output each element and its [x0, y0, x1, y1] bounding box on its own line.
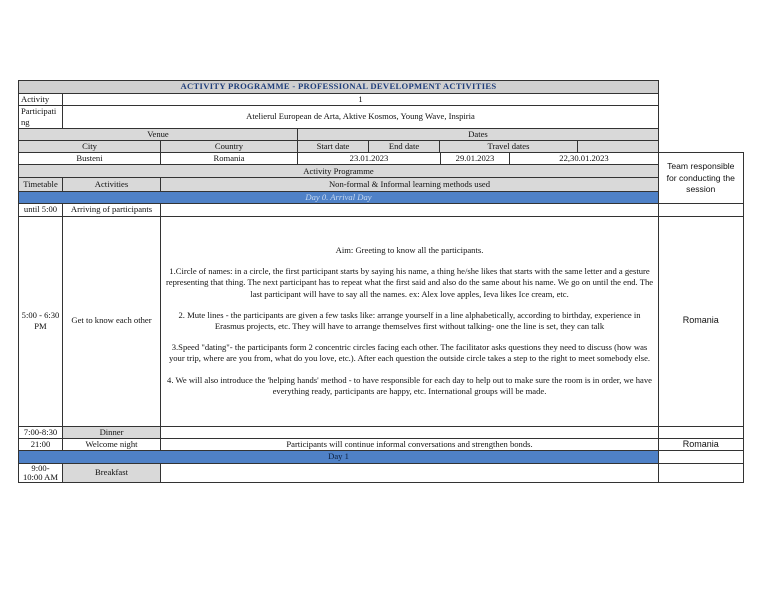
row-getknow-team: Romania — [659, 216, 744, 426]
programme-table — [18, 80, 744, 483]
end-date-value: 29.01.2023 — [440, 153, 509, 164]
row-getknow-activity: Get to know each other — [63, 216, 161, 426]
method-mute-lines: 2. Mute lines - the participants are given a few tasks like: arrange yourself in a line alphabetically, according to birthday, experience in Erasmus projects, etc. They will have to arrange themselves first without talking- one the line is set, they can talk — [178, 309, 641, 331]
end-date-header: End date — [368, 141, 439, 152]
dates-header: Dates — [298, 128, 659, 140]
row-breakfast-methods — [161, 463, 659, 483]
row-dinner-methods — [161, 426, 659, 438]
travel-dates-header: Travel dates — [439, 141, 577, 152]
day1-team-cell — [659, 451, 744, 463]
start-date-header: Start date — [316, 140, 350, 151]
timetable-header: Timetable — [19, 178, 63, 192]
row-getknow-time: 5:00 - 6:30 PM — [19, 216, 63, 426]
travel-dates-value: 22,30.01.2023 — [509, 153, 658, 164]
participants-label: Participating — [19, 106, 63, 128]
row-arrival-activity: Arriving of participants — [63, 204, 161, 216]
methods-header: Non-formal & Informal learning methods used — [161, 178, 659, 192]
activity-programme-sheet — [18, 80, 744, 483]
participants-value: Atelierul European de Arta, Aktive Kosmos, Young Wave, Inspiria — [63, 106, 659, 128]
row-breakfast-activity: Breakfast — [63, 463, 161, 483]
row-arrival-time: until 5:00 — [19, 204, 63, 216]
method-aim: Aim: Greeting to know all the participants. — [335, 245, 484, 256]
day1-banner: Day 1 — [19, 451, 659, 463]
activity-label: Activity — [19, 94, 63, 106]
row-arrival-methods — [161, 204, 659, 216]
date-values — [298, 152, 659, 164]
start-date-value: 23.01.2023 — [349, 152, 389, 163]
row-welcome-team: Romania — [659, 438, 744, 451]
travel-dates-spacer — [578, 140, 659, 152]
row-welcome-time: 21:00 — [19, 438, 63, 451]
method-speed-dating: 3.Speed "dating"- the participants form 2 concentric circles facing each other. The facilitator asks questions they need to discuss (how was your trip, where are you from, what do you love, etc.). After each question the outside circle takes a step to the right to meet somebody else. — [168, 342, 651, 364]
document-title: ACTIVITY PROGRAMME - PROFESSIONAL DEVELOPMENT ACTIVITIES — [19, 81, 659, 94]
venue-header: Venue — [19, 128, 298, 140]
city-header: City — [19, 140, 161, 152]
date-subheaders — [298, 140, 578, 152]
row-dinner-time: 7:00-8:30 — [19, 426, 63, 438]
row-welcome-activity: Welcome night — [63, 438, 161, 451]
row-breakfast-time: 9:00- 10:00 AM — [19, 463, 63, 483]
row-dinner-team — [659, 426, 744, 438]
city-value: Busteni — [19, 152, 161, 164]
row-dinner-activity: Dinner — [63, 426, 161, 438]
row-welcome-methods: Participants will continue informal conversations and strengthen bonds. — [161, 438, 659, 451]
team-header: Team responsible for conducting the session — [659, 152, 744, 203]
country-value: Romania — [161, 152, 298, 164]
day0-banner: Day 0. Arrival Day — [19, 192, 659, 204]
row-getknow-methods — [161, 216, 659, 426]
activities-header: Activities — [63, 178, 161, 192]
row-arrival-team — [659, 204, 744, 216]
country-header: Country — [161, 140, 298, 152]
method-circle-of-names: 1.Circle of names: in a circle, the first participant starts by saying his name, a thing he/she likes that starts with the same letter and a gesture representing that thing. The next participant has to repeat what the first said and also do the same about his name. We go on until the end. The last participant will have to say all the names. ex: Alex love apples, Ieva likes Ice cream, etc. — [165, 266, 654, 299]
method-helping-hands: 4. We will also introduce the 'helping hands' method - to have responsible for each day to help out to make sure the room is in order, we have everything ready, participants are happy, etc. International groups will be made. — [167, 374, 652, 396]
activity-value: 1 — [63, 94, 659, 106]
row-breakfast-team — [659, 463, 744, 483]
programme-title: Activity Programme — [19, 165, 659, 178]
